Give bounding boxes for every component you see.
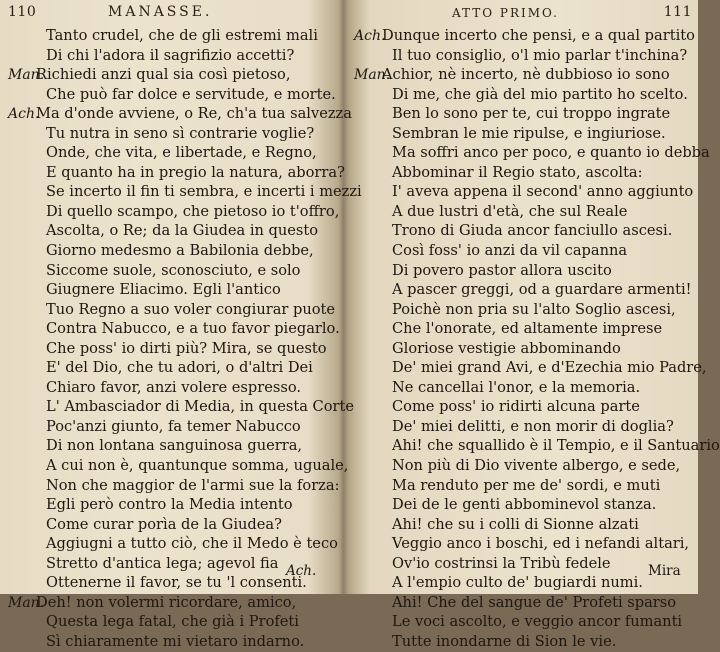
verse-line [354, 612, 694, 632]
verse-text: Giorno medesmo a Babilonia debbe, [46, 242, 314, 260]
page-number: 111 [663, 4, 692, 20]
verse-text: Di quello scampo, che pietoso io t'offro, [46, 202, 340, 220]
verse-text: Trono di Giuda ancor fanciullo ascesi. [392, 222, 673, 240]
verse-line [354, 397, 694, 417]
verse-line [8, 182, 362, 202]
verse-line [8, 573, 330, 593]
verse-text: De' miei grand Avi, e d'Ezechia mio Padre, [392, 359, 707, 377]
verse-text: De' miei delitti, e non morir di doglia? [392, 417, 674, 435]
verse-line [354, 632, 694, 652]
running-title: MANASSE. [108, 4, 213, 20]
verse-line [354, 221, 694, 241]
verse-text: Tuo Regno a suo voler congiurar puote [46, 300, 336, 318]
verse-line [354, 417, 694, 437]
verse-line [8, 612, 330, 632]
verse-line [8, 495, 330, 515]
verse-text: A pascer greggi, od a guardare armenti! [392, 281, 692, 299]
verse-line [354, 46, 694, 66]
verse-line [354, 163, 694, 183]
left-verse-lines [8, 26, 362, 652]
verse-text: Ahi! Che del sangue de' Profeti sparso [392, 593, 677, 611]
verse-line [354, 495, 694, 515]
verse-line [354, 476, 694, 496]
verse-line [8, 358, 330, 378]
verse-text: Come poss' io ridirti alcuna parte [392, 398, 640, 416]
verse-line [8, 280, 330, 300]
verse-text: Ahi! che su i colli di Sionne alzati [392, 515, 639, 533]
verse-line [354, 358, 707, 378]
verse-text: Ma d'onde avviene, o Re, ch'a tua salvezza [36, 105, 352, 123]
verse-line [8, 456, 349, 476]
verse-line [8, 202, 340, 222]
verse-text: Non che maggior de l'armi sue la forza: [46, 476, 340, 494]
verse-line [8, 554, 330, 574]
verse-text: Chiaro favor, anzi volere espresso. [46, 378, 302, 396]
verse-text: Di non lontana sanguinosa guerra, [46, 437, 303, 455]
verse-text: Tutte inondarne di Sion le vie. [392, 632, 617, 650]
catchword: Mira [648, 563, 681, 579]
verse-text: Questa lega fatal, che già i Profeti [46, 613, 299, 631]
verse-line [354, 534, 694, 554]
right-page [344, 0, 720, 650]
verse-line [354, 280, 694, 300]
verse-text: Ma soffri anco per poco, e quanto io debba [392, 144, 710, 162]
verse-text: Così foss' io anzi da vil capanna [392, 242, 628, 260]
verse-line [8, 163, 345, 183]
verse-text: Abbominar il Regio stato, ascolta: [392, 163, 643, 181]
verse-text: Contra Nabucco, e a tuo favor piegarlo. [46, 320, 340, 338]
verse-text: A l'empio culto de' bugiardi numi. [392, 574, 643, 592]
verse-line [8, 261, 330, 281]
verse-text: Che l'onorate, ed altamente imprese [392, 320, 663, 338]
verse-line [8, 515, 330, 535]
verse-line [8, 65, 330, 85]
verse-text: L' Ambasciador di Media, in questa Corte [46, 398, 354, 416]
verse-line [354, 85, 694, 105]
verse-text: Onde, che vita, e libertade, e Regno, [46, 144, 317, 162]
verse-text: Non più di Dio vivente albergo, e sede, [392, 457, 681, 475]
verse-text: Di povero pastor allora uscito [392, 261, 612, 279]
verse-line [354, 26, 694, 46]
verse-line [354, 202, 694, 222]
verse-line [354, 261, 694, 281]
verse-line [354, 456, 694, 476]
verse-text: A cui non è, quantunque somma, uguale, [46, 457, 349, 475]
verse-line [8, 124, 330, 144]
verse-line [354, 436, 720, 456]
verse-text: Ma renduto per me de' sordi, e muti [392, 476, 661, 494]
verse-line [354, 300, 694, 320]
verse-line [8, 143, 330, 163]
verse-text: Siccome suole, sconosciuto, e solo [46, 261, 301, 279]
verse-line [8, 26, 330, 46]
verse-line [8, 241, 330, 261]
verse-line [8, 339, 330, 359]
verse-text: Le voci ascolto, e veggio ancor fumanti [392, 613, 683, 631]
verse-text: Come curar porìa de la Giudea? [46, 515, 282, 533]
verse-text: Che poss' io dirti più? Mira, se questo [46, 339, 327, 357]
verse-line [354, 241, 694, 261]
verse-line [354, 182, 694, 202]
verse-line [8, 300, 336, 320]
running-title: ATTO PRIMO. [452, 6, 559, 20]
verse-text: Achior, nè incerto, nè dubbioso io sono [382, 66, 670, 84]
verse-text: Stretto d'antica lega; agevol fia [46, 554, 279, 572]
speaker-label: Ach. [354, 28, 386, 44]
verse-text: Richiedi anzi qual sia così pietoso, [36, 66, 291, 84]
left-page-header [8, 4, 336, 26]
speaker-label: Man. [8, 594, 45, 611]
verse-text: Ben lo sono per te, cui troppo ingrate [392, 105, 671, 123]
verse-text: Di me, che già del mio partito ho scelto. [392, 85, 688, 103]
verse-line [8, 85, 336, 105]
verse-text: E' del Dio, che tu adori, o d'altri Dei [46, 359, 313, 377]
verse-text: Che può far dolce e servitude, e morte. [46, 85, 336, 103]
verse-line [354, 378, 694, 398]
verse-text: A due lustri d'età, che sul Reale [392, 202, 628, 220]
verse-text: Dunque incerto che pensi, e a qual partito [382, 27, 695, 44]
verse-text: Di chi l'adora il sagrifizio accetti? [46, 46, 295, 64]
right-verse-lines [354, 26, 720, 652]
verse-line [8, 417, 330, 437]
verse-line [354, 554, 694, 574]
verse-text: Se incerto il fin ti sembra, e incerti i mezzi [46, 183, 362, 201]
verse-line [8, 436, 330, 456]
verse-text: Poichè non pria su l'alto Soglio ascesi, [392, 300, 676, 318]
verse-line [8, 319, 340, 339]
verse-text: I' aveva appena il second' anno aggiunto [392, 183, 694, 201]
page-number: 110 [8, 4, 37, 20]
verse-text: Ahi! che squallido è il Tempio, e il Santuario [392, 437, 720, 455]
speaker-label: Man. [354, 67, 391, 84]
verse-line [354, 143, 710, 163]
verse-text: E quanto ha in pregio la natura, aborra? [46, 163, 345, 181]
verse-line [354, 124, 694, 144]
verse-text: Sembran le mie ripulse, e ingiuriose. [392, 124, 666, 142]
verse-line [354, 573, 694, 593]
verse-text: Ascolta, o Re; da la Giudea in questo [46, 222, 319, 240]
verse-line [8, 593, 330, 613]
verse-text: Gloriose vestigie abbominando [392, 339, 621, 357]
verse-text: Veggio anco i boschi, ed i nefandi altari, [392, 535, 690, 553]
verse-text: Sì chiaramente mi vietaro indarno. [46, 632, 305, 650]
verse-text: Aggiugni a tutto ciò, che il Medo è teco [46, 535, 338, 553]
verse-line [8, 104, 352, 124]
verse-text: Egli però contro la Media intento [46, 496, 293, 514]
verse-text: Ottenerne il favor, se tu 'l consenti. [46, 574, 307, 592]
verse-line [8, 378, 330, 398]
verse-line [8, 397, 354, 417]
verse-text: Ne cancellai l'onor, e la memoria. [392, 378, 641, 396]
verse-line [354, 339, 694, 359]
verse-text: Dei de le genti abbominevol stanza. [392, 496, 657, 514]
verse-line [8, 221, 330, 241]
verse-text: Giugnere Eliacimo. Egli l'antico [46, 281, 281, 299]
speaker-label: Man. [8, 67, 45, 84]
verse-line [8, 534, 338, 554]
speaker-label: Ach. [8, 106, 40, 123]
verse-text: Tu nutra in seno sì contrarie voglie? [46, 124, 315, 142]
verse-text: Il tuo consiglio, o'l mio parlar t'inchina? [392, 46, 688, 64]
verse-line [354, 593, 694, 613]
verse-line [354, 515, 694, 535]
verse-line [354, 65, 694, 85]
verse-line [8, 46, 330, 66]
verse-text: Deh! non volermi ricordare, amico, [36, 593, 297, 611]
verse-line [354, 319, 694, 339]
right-page-header [354, 4, 698, 26]
verse-line [8, 476, 340, 496]
verse-text: Poc'anzi giunto, fa temer Nabucco [46, 417, 301, 435]
verse-line [8, 632, 330, 652]
catchword: Ach. [286, 563, 317, 579]
verse-text: Tanto crudel, che de gli estremi mali [46, 27, 318, 44]
verse-text: Ov'io costrinsi la Tribù fedele [392, 554, 611, 572]
verse-line [354, 104, 694, 124]
